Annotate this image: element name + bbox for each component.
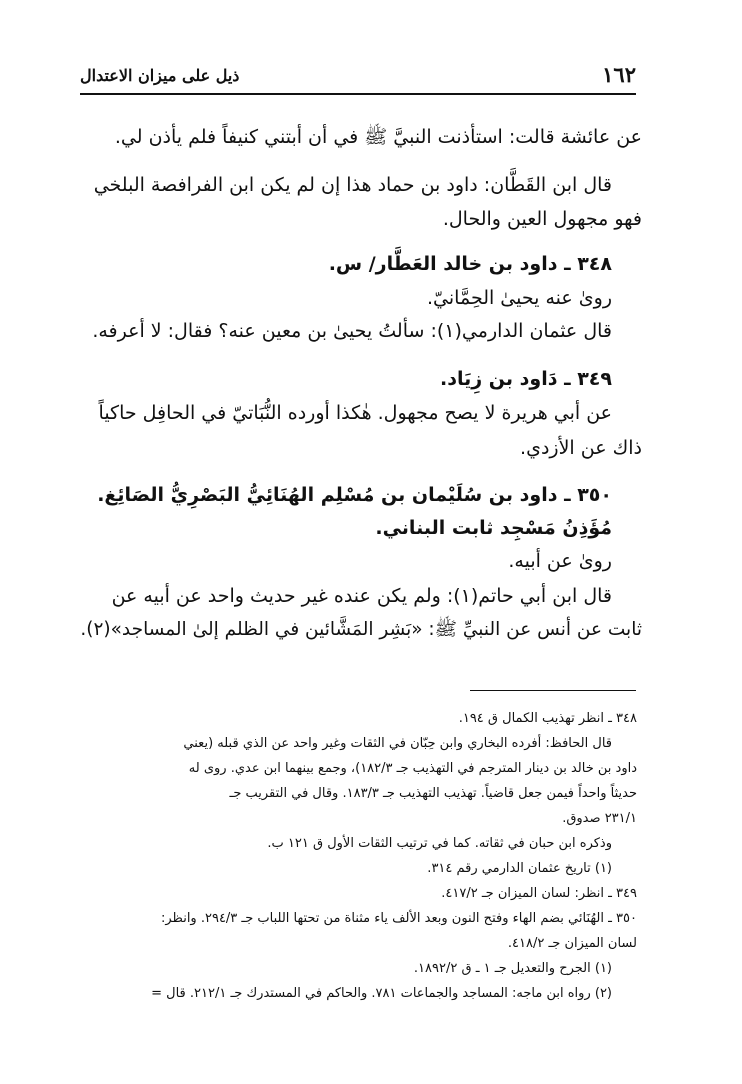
body-line: مُؤَذِنُ مَسْجِد ثابت البناني. bbox=[375, 517, 612, 539]
footnote-line: حديثاً واحداً فيمن جعل قاضياً. تهذيب التهذيب جـ ١٨٣/٣. وقال في التقريب جـ bbox=[229, 786, 637, 801]
footnote-line: وذكره ابن حبان في ثقاته. كما في ترتيب الثقات الأول ق ١٢١ ب. bbox=[267, 836, 612, 851]
footnote-line: ٣٥٠ ـ الهُنَائي بضم الهاء وفتح النون وبعد الألف ياء مثناة من تحتها اللباب جـ ٢٩٤/٣. وانظر: bbox=[160, 911, 637, 926]
footnote-line: (١) الجرح والتعديل جـ ١ ـ ق ١٨٩٢/٢. bbox=[413, 961, 612, 976]
body-line: روىٰ عنه يحيىٰ الحِمَّانيّ. bbox=[427, 287, 612, 309]
body-line: قال ابن أبي حاتم(١): ولم يكن عنده غير حديث واحد عن أبيه عن bbox=[111, 585, 612, 607]
footnote-line: ٣٤٨ ـ انظر تهذيب الكمال ق ١٩٤. bbox=[458, 711, 637, 726]
page-number: ١٦٢ bbox=[602, 62, 636, 87]
running-title: ذيل على ميزان الاعتدال bbox=[80, 66, 240, 85]
footnote-line: ٢٣١/١ صدوق. bbox=[562, 811, 637, 826]
entry-heading: ٣٥٠ ـ داود بن سُلَيْمان بن مُسْلِم الهُنَائِيُّ البَصْرِيُّ الصَائِغ. bbox=[97, 484, 612, 506]
footnote-line: داود بن خالد بن دينار المترجم في التهذيب جـ ١٨٢/٣)، وجمع بينهما ابن عدي. روى له bbox=[188, 761, 637, 776]
footnote-line: ٣٤٩ ـ انظر: لسان الميزان جـ ٤١٧/٢. bbox=[441, 886, 637, 901]
body-line: روىٰ عن أبيه. bbox=[508, 550, 612, 572]
body-line: قال عثمان الدارمي(١): سألتُ يحيىٰ بن معين عنه؟ فقال: لا أعرفه. bbox=[92, 320, 612, 342]
body-line: ثابت عن أنس عن النبيِّ ﷺ: «بَشِر المَشَّائين في الظلم إلىٰ المساجد»(٢). bbox=[80, 619, 642, 640]
footnote-rule bbox=[470, 690, 636, 691]
entry-heading: ٣٤٩ ـ دَاود بن زِيَاد. bbox=[440, 368, 612, 390]
body-line: قال ابن القَطَّان: داود بن حماد هذا إن لم يكن ابن الفرافصة البلخي bbox=[93, 174, 612, 196]
body-line: عن عائشة قالت: استأذنت النبيَّ ﷺ في أن أبتني كنيفاً فلم يأذن لي. bbox=[114, 126, 642, 148]
body-line: فهو مجهول العين والحال. bbox=[442, 208, 642, 230]
body-line: عن أبي هريرة لا يصح مجهول. هٰكذا أورده النُّبَاتيّ في الحافِل حاكياً bbox=[98, 402, 612, 424]
footnote-line: لسان الميزان جـ ٤١٨/٢. bbox=[507, 936, 637, 951]
footnote-line: قال الحافظ: أفرده البخاري وابن حِبّان في الثقات وغير واحد عن الذي قبله (يعني bbox=[183, 736, 612, 751]
footnote-line: (١) تاريخ عثمان الدارمي رقم ٣١٤. bbox=[427, 861, 612, 876]
body-line: ذاك عن الأزدي. bbox=[520, 437, 642, 459]
footnote-line: (٢) رواه ابن ماجه: المساجد والجماعات ٧٨١. والحاكم في المستدرك جـ ٢١٢/١. قال = bbox=[151, 986, 612, 1001]
header-rule bbox=[80, 93, 636, 95]
running-header bbox=[80, 60, 636, 92]
entry-heading: ٣٤٨ ـ داود بن خالد العَطَّار/ س. bbox=[328, 253, 612, 275]
